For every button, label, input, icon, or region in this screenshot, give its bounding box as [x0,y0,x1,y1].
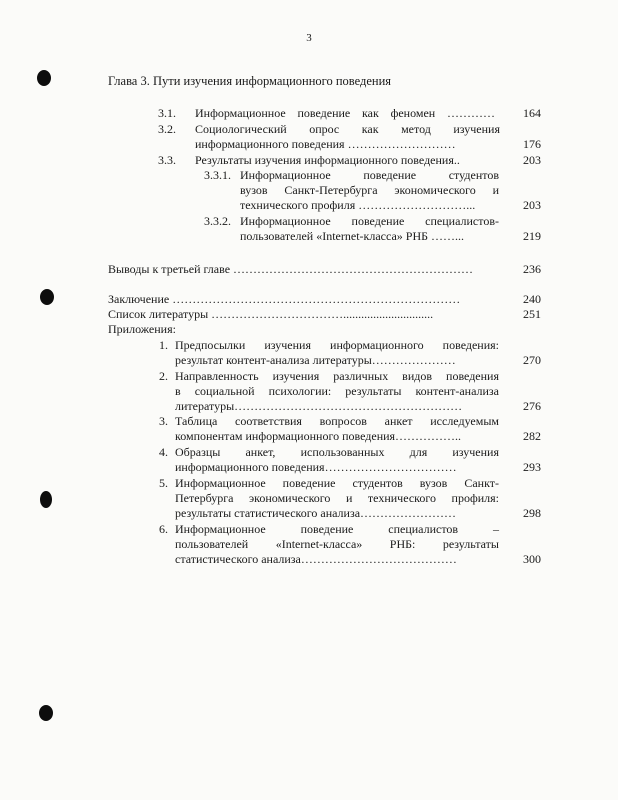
toc-entry-number: 3.3. [158,153,176,167]
appendix-number: 3. [159,414,168,428]
toc-entry-page: 298 [523,506,541,520]
toc-entry-line: пользователей «Internet-класса» РНБ ……... [240,229,465,243]
toc-entry-number: 3.3.1. [204,168,231,182]
appendix-number: 4. [159,445,168,459]
toc-entry-line: вузов Санкт-Петербурга экономического и [240,183,499,197]
punch-hole-mark [40,491,52,508]
toc-appendices-title: Приложения: [108,322,176,336]
toc-entry-page: 176 [523,137,541,151]
appendix-line: Информационное поведение специалистов – [175,522,499,536]
appendix-line: результаты статистического анализа…………………… [175,506,457,520]
toc-entry-page: 251 [523,307,541,321]
punch-hole-mark [40,289,54,305]
appendix-line: Направленность изучения различных видов поведения [175,369,499,383]
toc-entry-line: информационного поведения ……………………… [195,137,456,151]
toc-entry-line: Информационное поведение как феномен ………… [195,106,495,120]
toc-entry-page: 276 [523,399,541,413]
page-number: 3 [306,32,312,44]
appendix-number: 2. [159,369,168,383]
appendix-line: литературы………………………………………………… [175,399,463,413]
appendix-number: 1. [159,338,168,352]
toc-entry-page: 300 [523,552,541,566]
appendix-line: Предпосылки изучения информационного поведения: [175,338,499,352]
appendix-line: Таблица соответствия вопросов анкет исследуемым [175,414,499,428]
toc-entry-number: 3.1. [158,106,176,120]
toc-entry-page: 219 [523,229,541,243]
toc-conclusions: Выводы к третьей главе …………………………………………………… [108,262,474,276]
appendix-line: информационного поведения…………………………… [175,460,457,474]
punch-hole-mark [37,70,51,86]
toc-conclusion: Заключение ……………………………………………………………… [108,292,461,306]
toc-entry-page: 203 [523,153,541,167]
toc-references: Список литературы …………………………….............................. [108,307,434,321]
appendix-line: в социальной психологии: результаты контент-анализа [175,384,499,398]
appendix-number: 6. [159,522,168,536]
appendix-line: Информационное поведение студентов вузов Санкт- [175,476,499,490]
toc-entry-page: 282 [523,429,541,443]
toc-entry-line: Информационное поведение студентов [240,168,499,182]
appendix-line: пользователей «Internet-класса» РНБ: результаты [175,537,499,551]
punch-hole-mark [39,705,53,721]
toc-entry-line: Социологический опрос как метод изучения [195,122,500,136]
toc-entry-line: Информационное поведение специалистов- [240,214,499,228]
chapter-title: Глава 3. Пути изучения информационного поведения [108,74,392,88]
appendix-line: Петербурга экономического и технического профиля: [175,491,499,505]
toc-entry-page: 270 [523,353,541,367]
toc-entry-page: 293 [523,460,541,474]
toc-entry-page: 203 [523,198,541,212]
toc-entry-line: технического профиля ………………………... [240,198,476,212]
toc-entry-number: 3.2. [158,122,176,136]
toc-entry-page: 240 [523,292,541,306]
appendix-number: 5. [159,476,168,490]
toc-entry-page: 164 [523,106,541,120]
appendix-line: компонентам информационного поведения…………….. [175,429,462,443]
appendix-line: результат контент-анализа литературы………………… [175,353,456,367]
appendix-line: статистического анализа………………………………… [175,552,457,566]
toc-entry-number: 3.3.2. [204,214,231,228]
appendix-line: Образцы анкет, использованных для изучения [175,445,499,459]
toc-entry-page: 236 [523,262,541,276]
toc-entry-line: Результаты изучения информационного поведения.. [195,153,460,167]
